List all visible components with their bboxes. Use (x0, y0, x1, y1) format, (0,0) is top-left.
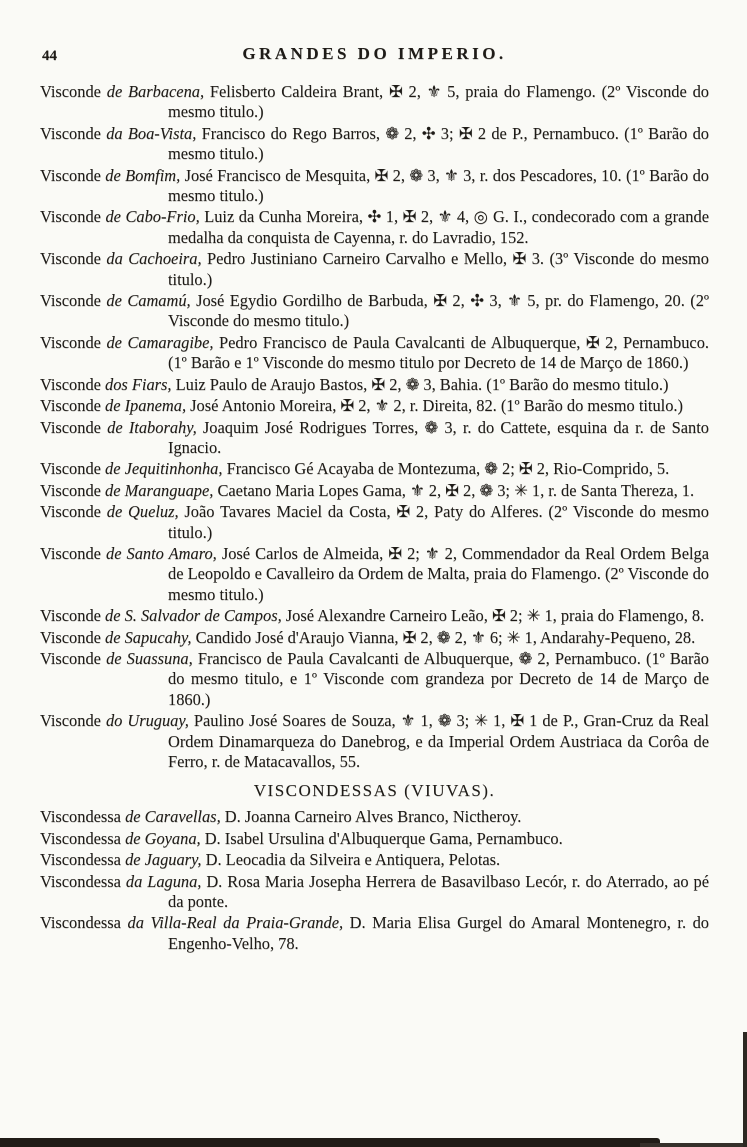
register-entry (40, 872, 709, 913)
entry-title-name: da Boa-Vista, (106, 123, 197, 143)
scan-edge-bottom-thin (640, 1143, 747, 1147)
register-entry (40, 711, 709, 772)
entry-body: Francisco do Rego Barros, ❁ 2, ✣ 3; ✠ 2 de P., Pernambuco. (1º Barão do mesmo titulo.) (168, 123, 709, 164)
scan-edge-right (743, 1032, 747, 1147)
entry-title-name: do Uruguay, (105, 711, 189, 731)
register-entry (40, 628, 709, 648)
entry-prefix: Viscondessa (40, 850, 126, 870)
entry-title-name: de Itaborahy, (107, 417, 197, 437)
entry-title-name: de Suassuna, (106, 648, 193, 668)
register-entry (40, 544, 709, 605)
entry-prefix: Visconde (40, 459, 106, 479)
entry-prefix: Visconde (40, 502, 107, 522)
entry-body: Francisco de Paula Cavalcanti de Albuquerque, ❁ 2, Pernambuco. (1º Barão do mesmo titulo, e 1º Visconde com grandeza por Decreto de 14 de Março de 1860.) (168, 648, 709, 709)
entry-body: D. Isabel Ursulina d'Albuquerque Gama, Pernambuco. (200, 828, 563, 848)
entry-prefix: Visconde (40, 543, 106, 563)
entry-body: Pedro Justiniano Carneiro Carvalho e Mello, ✠ 3. (3º Visconde do mesmo titulo.) (168, 249, 709, 289)
entry-prefix: Visconde (40, 417, 108, 437)
entry-prefix: Visconde (40, 207, 106, 227)
register-entry (40, 850, 709, 870)
entry-prefix: Visconde (40, 627, 106, 647)
entry-title-name: de Maranguape, (105, 480, 214, 500)
page-number: 44 (42, 48, 57, 64)
register-entry (40, 649, 709, 710)
register-entry (40, 502, 709, 543)
entry-body: José Antonio Moreira, ✠ 2, ⚜ 2, r. Direita, 82. (1º Barão do mesmo titulo.) (186, 396, 683, 416)
entry-body: D. Rosa Maria Josepha Herrera de Basavilbaso Lecór, r. do Aterrado, ao pé da ponte. (168, 871, 709, 912)
entry-title-name: da Laguna, (125, 871, 202, 891)
register-entry (40, 913, 709, 954)
entry-body: Luiz Paulo de Araujo Bastos, ✠ 2, ❁ 3, Bahia. (1º Barão do mesmo titulo.) (171, 374, 669, 394)
entry-title-name: de Camaragibe, (106, 332, 214, 352)
register-entry (40, 124, 709, 165)
register-entry (40, 333, 709, 374)
entry-body: José Alexandre Carneiro Leão, ✠ 2; ✳ 1, praia do Flamengo, 8. (281, 606, 705, 626)
entry-title-name: de S. Salvador de Campos, (105, 606, 282, 626)
entry-body: D. Leocadia da Silveira e Antiquera, Pelotas. (201, 850, 501, 870)
entry-title-name: da Villa-Real da Praia-Grande, (127, 913, 344, 933)
entry-title-name: de Camamú, (106, 291, 191, 311)
entry-title-name: de Sapucahy, (105, 627, 192, 647)
entry-prefix: Visconde (40, 291, 107, 311)
register-entry (40, 418, 709, 459)
register-entry (40, 481, 709, 501)
register-entry (40, 291, 709, 332)
entry-prefix: Visconde (40, 374, 106, 394)
visconde-list (40, 82, 709, 772)
entry-title-name: de Barbacena, (106, 82, 205, 101)
entry-prefix: Visconde (40, 165, 106, 185)
register-entry (40, 606, 709, 626)
entry-body: Paulino José Soares de Souza, ⚜ 1, ❁ 3; ✳ 1, ✠ 1 de P., Gran-Cruz da Real Ordem Dinamarqueza do Danebrog, e da Imperial Ordem Austriaca da Corôa de Ferro, r. de Matacavallos, 55. (168, 711, 709, 771)
register-entry (40, 375, 709, 395)
entry-prefix: Visconde (40, 82, 107, 101)
register-entry (40, 396, 709, 416)
register-entry (40, 207, 709, 248)
entry-body: João Tavares Maciel da Costa, ✠ 2, Paty do Alferes. (2º Visconde do mesmo titulo.) (168, 502, 709, 542)
entry-body: Luiz da Cunha Moreira, ✣ 1, ✠ 2, ⚜ 4, ◎ G. I., condecorado com a grande medalha da conquista de Cayenna, r. do Lavradio, 152. (168, 207, 709, 247)
entry-title-name: de Santo Amaro, (106, 543, 217, 563)
entry-title-name: da Cachoeira, (106, 249, 202, 269)
entry-body: Joaquim José Rodrigues Torres, ❁ 3, r. do Cattete, esquina da r. de Santo Ignacio. (168, 417, 709, 457)
entry-title-name: de Ipanema, (105, 396, 187, 416)
entry-body: Pedro Francisco de Paula Cavalcanti de Albuquerque, ✠ 2, Pernambuco. (1º Barão e 1º Visconde do mesmo titulo por Decreto de 14 de Março de 1860.) (168, 332, 709, 373)
entry-title-name: de Cabo-Frio, (105, 207, 200, 227)
register-entry (40, 829, 709, 849)
entry-prefix: Viscondessa (40, 871, 126, 891)
entry-body: José Carlos de Almeida, ✠ 2; ⚜ 2, Commendador da Real Ordem Belga de Leopoldo e Cavalleiro da Ordem de Malta, praia do Flamengo. (2º Visconde do mesmo titulo.) (168, 543, 709, 604)
entry-title-name: dos Fiars, (105, 374, 172, 394)
entry-title-name: de Jequitinhonha, (105, 459, 223, 479)
entry-prefix: Visconde (40, 606, 106, 626)
entry-body: José Francisco de Mesquita, ✠ 2, ❁ 3, ⚜ 3, r. dos Pescadores, 10. (1º Barão do mesmo titulo.) (168, 165, 709, 206)
register-entry (40, 807, 709, 827)
entry-prefix: Visconde (40, 332, 107, 352)
section-heading-viscondessas: VISCONDESSAS (VIUVAS). (253, 781, 496, 801)
page-header (40, 44, 709, 70)
entry-prefix: Visconde (40, 123, 107, 143)
page-title: GRANDES DO IMPERIO. (242, 44, 507, 63)
entry-prefix: Visconde (40, 480, 106, 500)
entry-title-name: de Bomfim, (105, 165, 181, 185)
entry-body: D. Maria Elisa Gurgel do Amaral Montenegro, r. do Engenho-Velho, 78. (168, 913, 709, 953)
entry-prefix: Visconde (40, 711, 106, 731)
entry-body: Francisco Gé Acayaba de Montezuma, ❁ 2; ✠ 2, Rio-Comprido, 5. (222, 459, 670, 479)
entry-title-name: de Queluz, (106, 502, 179, 522)
entry-body: Caetano Maria Lopes Gama, ⚜ 2, ✠ 2, ❁ 3; ✳ 1, r. de Santa Thereza, 1. (213, 480, 695, 500)
entry-title-name: de Caravellas, (125, 807, 221, 827)
register-entry (40, 82, 709, 123)
entry-body: José Egydio Gordilho de Barbuda, ✠ 2, ✣ 3, ⚜ 5, pr. do Flamengo, 20. (2º Visconde do mesmo titulo.) (168, 291, 709, 331)
entry-prefix: Viscondessa (40, 913, 128, 933)
scan-edge-bottom (0, 1138, 660, 1147)
register-entry (40, 459, 709, 479)
entry-body: Candido José d'Araujo Vianna, ✠ 2, ❁ 2, ⚜ 6; ✳ 1, Andarahy-Pequeno, 28. (191, 627, 696, 647)
entry-body: Felisberto Caldeira Brant, ✠ 2, ⚜ 5, praia do Flamengo. (2º Visconde do mesmo titulo.) (168, 82, 709, 122)
entry-title-name: de Jaguary, (125, 850, 202, 870)
entry-prefix: Visconde (40, 249, 107, 269)
entry-title-name: de Goyana, (125, 828, 201, 848)
register-entry (40, 249, 709, 290)
register-entry (40, 166, 709, 207)
entry-prefix: Visconde (40, 396, 106, 416)
entry-prefix: Viscondessa (40, 828, 126, 848)
entry-prefix: Viscondessa (40, 807, 126, 827)
viscondessa-list (40, 807, 709, 954)
entry-prefix: Visconde (40, 648, 107, 668)
entry-body: D. Joanna Carneiro Alves Branco, Nictheroy. (220, 807, 522, 827)
